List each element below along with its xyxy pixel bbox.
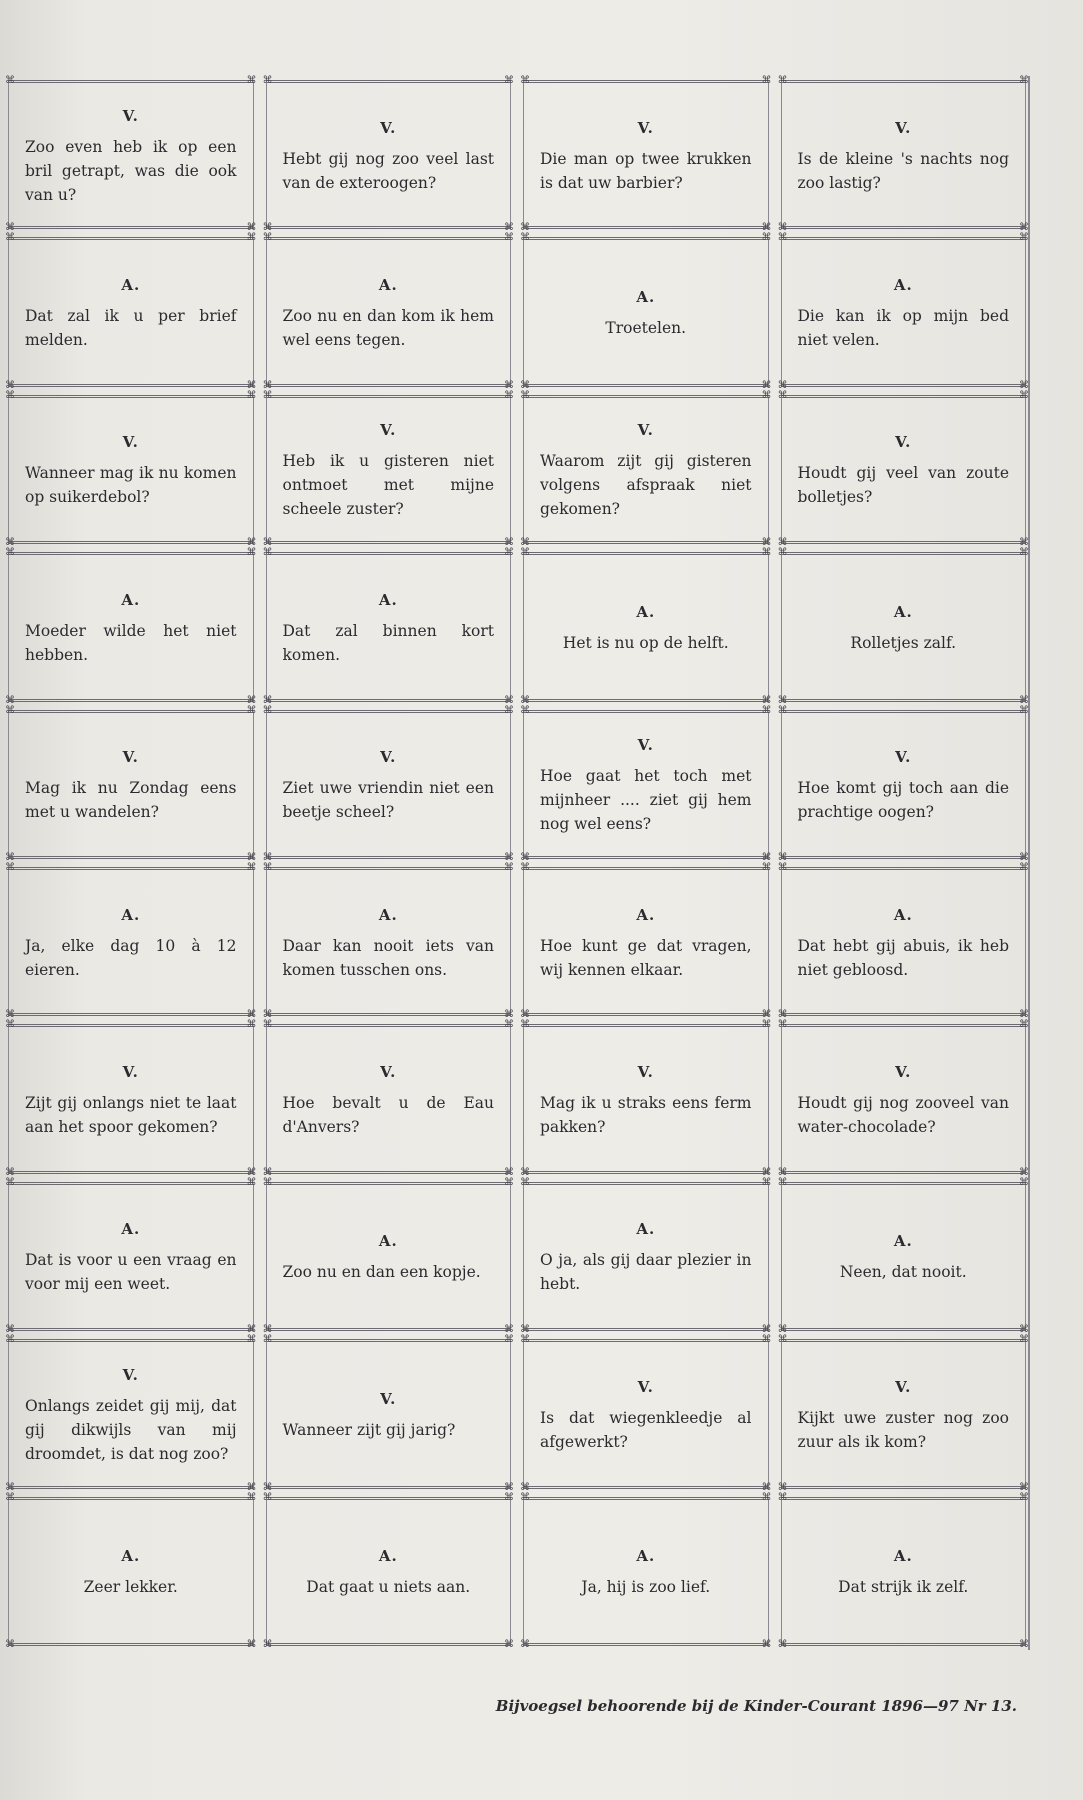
corner-ornament-icon: ⌘ bbox=[504, 1638, 514, 1650]
card-10-3 bbox=[520, 1491, 772, 1650]
corner-ornament-icon: ⌘ bbox=[246, 1324, 257, 1336]
corner-ornament-icon: ⌘ bbox=[520, 861, 530, 873]
corner-ornament-icon: ⌘ bbox=[246, 222, 257, 234]
corner-ornament-icon: ⌘ bbox=[520, 379, 530, 391]
corner-ornament-icon: ⌘ bbox=[777, 537, 788, 549]
corner-ornament-icon: ⌘ bbox=[504, 537, 514, 549]
card-letter: V. bbox=[380, 421, 397, 440]
corner-ornament-icon: ⌘ bbox=[777, 1009, 788, 1021]
corner-ornament-icon: ⌘ bbox=[246, 1019, 257, 1031]
corner-ornament-icon: ⌘ bbox=[262, 1334, 273, 1346]
card-letter: A. bbox=[636, 1547, 656, 1566]
corner-ornament-icon: ⌘ bbox=[777, 1491, 788, 1503]
card-10-1 bbox=[5, 1491, 257, 1650]
card-letter: V. bbox=[895, 1377, 912, 1396]
card-letter: V. bbox=[122, 106, 139, 125]
card-6-2 bbox=[262, 861, 514, 1021]
corner-ornament-icon: ⌘ bbox=[761, 1009, 772, 1021]
corner-ornament-icon: ⌘ bbox=[520, 704, 530, 716]
corner-ornament-icon: ⌘ bbox=[504, 1334, 514, 1346]
card-text: Is de kleine 's nachts nog zoo lastig? bbox=[797, 149, 1009, 192]
corner-ornament-icon: ⌘ bbox=[777, 379, 788, 391]
corner-ornament-icon: ⌘ bbox=[1019, 1176, 1029, 1188]
card-text: Hoe bevalt u de Eau d'Anvers? bbox=[282, 1094, 494, 1137]
card-5-4 bbox=[777, 704, 1029, 863]
card-2-1 bbox=[5, 232, 257, 391]
card-letter: A. bbox=[378, 590, 398, 609]
card-text: Hebt gij nog zoo veel last van de exteroogen? bbox=[282, 149, 494, 192]
corner-ornament-icon: ⌘ bbox=[1019, 1481, 1029, 1493]
card-4-4 bbox=[777, 547, 1029, 706]
corner-ornament-icon: ⌘ bbox=[1019, 861, 1029, 873]
corner-ornament-icon: ⌘ bbox=[1019, 1638, 1029, 1650]
card-4-2 bbox=[262, 547, 514, 706]
corner-ornament-icon: ⌘ bbox=[777, 1176, 788, 1188]
card-10-4 bbox=[777, 1491, 1029, 1650]
card-letter: A. bbox=[893, 1547, 913, 1566]
corner-ornament-icon: ⌘ bbox=[761, 851, 772, 863]
corner-ornament-icon: ⌘ bbox=[777, 861, 788, 873]
corner-ornament-icon: ⌘ bbox=[520, 232, 530, 244]
card-letter: A. bbox=[378, 1547, 398, 1566]
card-text: Troetelen. bbox=[605, 319, 687, 338]
corner-ornament-icon: ⌘ bbox=[1019, 1324, 1029, 1336]
corner-ornament-icon: ⌘ bbox=[262, 861, 273, 873]
corner-ornament-icon: ⌘ bbox=[262, 537, 273, 549]
corner-ornament-icon: ⌘ bbox=[1019, 389, 1029, 401]
card-letter: V. bbox=[637, 118, 654, 137]
card-3-3 bbox=[520, 389, 772, 549]
card-3-2 bbox=[262, 389, 514, 549]
card-text: Dat zal binnen kort komen. bbox=[282, 621, 494, 664]
corner-ornament-icon: ⌘ bbox=[777, 1324, 788, 1336]
card-letter: A. bbox=[636, 905, 656, 924]
card-letter: A. bbox=[121, 276, 141, 295]
card-text: Wanneer mag ik nu komen op suikerdebol? bbox=[25, 464, 237, 507]
corner-ornament-icon: ⌘ bbox=[504, 75, 514, 86]
card-text: Hoe kunt ge dat vragen, wij kennen elkaar. bbox=[540, 936, 752, 979]
corner-ornament-icon: ⌘ bbox=[504, 1324, 514, 1336]
corner-ornament-icon: ⌘ bbox=[777, 547, 788, 559]
card-text: Mag ik nu Zondag eens met u wandelen? bbox=[25, 779, 237, 822]
card-text: Dat is voor u een vraag en voor mij een weet. bbox=[25, 1251, 237, 1294]
card-text: Houdt gij veel van zoute bolletjes? bbox=[797, 464, 1009, 507]
corner-ornament-icon: ⌘ bbox=[262, 1638, 273, 1650]
card-5-2 bbox=[262, 704, 514, 863]
card-4-1 bbox=[5, 547, 257, 706]
corner-ornament-icon: ⌘ bbox=[1019, 232, 1029, 244]
corner-ornament-icon: ⌘ bbox=[520, 547, 530, 559]
corner-ornament-icon: ⌘ bbox=[1019, 547, 1029, 559]
corner-ornament-icon: ⌘ bbox=[246, 1009, 257, 1021]
card-text: Neen, dat nooit. bbox=[839, 1263, 967, 1282]
card-9-2 bbox=[262, 1334, 514, 1493]
corner-ornament-icon: ⌘ bbox=[777, 389, 788, 401]
corner-ornament-icon: ⌘ bbox=[262, 851, 273, 863]
card-text: Dat strijk ik zelf. bbox=[838, 1578, 969, 1597]
corner-ornament-icon: ⌘ bbox=[504, 222, 514, 234]
corner-ornament-icon: ⌘ bbox=[246, 1491, 257, 1503]
corner-ornament-icon: ⌘ bbox=[5, 1334, 15, 1346]
card-8-3 bbox=[520, 1176, 772, 1336]
corner-ornament-icon: ⌘ bbox=[5, 222, 15, 234]
card-text: Houdt gij nog zooveel van water-chocolade? bbox=[797, 1094, 1009, 1137]
card-text: Zoo nu en dan een kopje. bbox=[282, 1263, 481, 1282]
corner-ornament-icon: ⌘ bbox=[262, 232, 273, 244]
corner-ornament-icon: ⌘ bbox=[5, 1176, 15, 1188]
corner-ornament-icon: ⌘ bbox=[520, 1019, 530, 1031]
corner-ornament-icon: ⌘ bbox=[246, 537, 257, 549]
card-2-4 bbox=[777, 232, 1029, 391]
card-letter: A. bbox=[636, 1220, 656, 1239]
card-3-1 bbox=[5, 389, 257, 549]
footer-caption: Bijvoegsel behoorende bij de Kinder-Courant 1896—97 Nr 13. bbox=[495, 1697, 1017, 1715]
corner-ornament-icon: ⌘ bbox=[1019, 1009, 1029, 1021]
corner-ornament-icon: ⌘ bbox=[504, 547, 514, 559]
corner-ornament-icon: ⌘ bbox=[761, 75, 772, 86]
card-7-2 bbox=[262, 1019, 514, 1178]
corner-ornament-icon: ⌘ bbox=[761, 1481, 772, 1493]
corner-ornament-icon: ⌘ bbox=[504, 1019, 514, 1031]
card-8-2 bbox=[262, 1176, 514, 1336]
card-letter: V. bbox=[895, 118, 912, 137]
corner-ornament-icon: ⌘ bbox=[5, 389, 15, 401]
corner-ornament-icon: ⌘ bbox=[262, 1166, 273, 1178]
corner-ornament-icon: ⌘ bbox=[246, 851, 257, 863]
card-7-3 bbox=[520, 1019, 772, 1178]
card-letter: A. bbox=[121, 1547, 141, 1566]
corner-ornament-icon: ⌘ bbox=[520, 1176, 530, 1188]
corner-ornament-icon: ⌘ bbox=[504, 704, 514, 716]
corner-ornament-icon: ⌘ bbox=[777, 694, 788, 706]
corner-ornament-icon: ⌘ bbox=[761, 704, 772, 716]
card-letter: A. bbox=[893, 905, 913, 924]
card-letter: A. bbox=[121, 1220, 141, 1239]
card-text: Kijkt uwe zuster nog zoo zuur als ik kom? bbox=[797, 1408, 1009, 1451]
corner-ornament-icon: ⌘ bbox=[246, 547, 257, 559]
card-text: Het is nu op de helft. bbox=[562, 633, 729, 652]
corner-ornament-icon: ⌘ bbox=[5, 851, 15, 863]
card-letter: V. bbox=[895, 748, 912, 767]
corner-ornament-icon: ⌘ bbox=[5, 1166, 15, 1178]
card-letter: A. bbox=[378, 1232, 398, 1251]
card-1-3 bbox=[520, 75, 772, 234]
corner-ornament-icon: ⌘ bbox=[5, 1491, 15, 1503]
corner-ornament-icon: ⌘ bbox=[262, 75, 273, 86]
corner-ornament-icon: ⌘ bbox=[1019, 1019, 1029, 1031]
corner-ornament-icon: ⌘ bbox=[777, 75, 788, 86]
card-7-1 bbox=[5, 1019, 257, 1178]
corner-ornament-icon: ⌘ bbox=[5, 1019, 15, 1031]
card-text: Die kan ik op mijn bed niet velen. bbox=[797, 307, 1009, 350]
card-text: Mag ik u straks eens ferm pakken? bbox=[540, 1094, 752, 1137]
corner-ornament-icon: ⌘ bbox=[1019, 694, 1029, 706]
corner-ornament-icon: ⌘ bbox=[1019, 704, 1029, 716]
corner-ornament-icon: ⌘ bbox=[246, 1638, 257, 1650]
card-5-3 bbox=[520, 704, 772, 863]
corner-ornament-icon: ⌘ bbox=[520, 1324, 530, 1336]
card-letter: V. bbox=[637, 421, 654, 440]
corner-ornament-icon: ⌘ bbox=[520, 1638, 530, 1650]
corner-ornament-icon: ⌘ bbox=[262, 694, 273, 706]
card-letter: V. bbox=[380, 118, 397, 137]
corner-ornament-icon: ⌘ bbox=[246, 694, 257, 706]
card-1-1 bbox=[5, 75, 257, 234]
corner-ornament-icon: ⌘ bbox=[5, 1638, 15, 1650]
corner-ornament-icon: ⌘ bbox=[761, 1491, 772, 1503]
corner-ornament-icon: ⌘ bbox=[5, 704, 15, 716]
card-7-4 bbox=[777, 1019, 1029, 1178]
corner-ornament-icon: ⌘ bbox=[520, 222, 530, 234]
corner-ornament-icon: ⌘ bbox=[761, 1019, 772, 1031]
corner-ornament-icon: ⌘ bbox=[5, 232, 15, 244]
card-letter: V. bbox=[637, 1063, 654, 1082]
corner-ornament-icon: ⌘ bbox=[1019, 1334, 1029, 1346]
card-text: Zoo nu en dan kom ik hem wel eens tegen. bbox=[282, 307, 494, 350]
corner-ornament-icon: ⌘ bbox=[761, 1166, 772, 1178]
corner-ornament-icon: ⌘ bbox=[246, 704, 257, 716]
corner-ornament-icon: ⌘ bbox=[5, 379, 15, 391]
corner-ornament-icon: ⌘ bbox=[504, 1481, 514, 1493]
corner-ornament-icon: ⌘ bbox=[246, 232, 257, 244]
corner-ornament-icon: ⌘ bbox=[761, 537, 772, 549]
card-text: Ja, elke dag 10 à 12 eieren. bbox=[25, 936, 237, 979]
corner-ornament-icon: ⌘ bbox=[5, 1481, 15, 1493]
corner-ornament-icon: ⌘ bbox=[777, 851, 788, 863]
corner-ornament-icon: ⌘ bbox=[5, 694, 15, 706]
card-5-1 bbox=[5, 704, 257, 863]
card-letter: V. bbox=[122, 1365, 139, 1384]
corner-ornament-icon: ⌘ bbox=[777, 1334, 788, 1346]
card-1-4 bbox=[777, 75, 1029, 234]
corner-ornament-icon: ⌘ bbox=[262, 1176, 273, 1188]
corner-ornament-icon: ⌘ bbox=[1019, 222, 1029, 234]
corner-ornament-icon: ⌘ bbox=[5, 1009, 15, 1021]
corner-ornament-icon: ⌘ bbox=[761, 861, 772, 873]
corner-ornament-icon: ⌘ bbox=[5, 75, 15, 86]
corner-ornament-icon: ⌘ bbox=[761, 232, 772, 244]
card-9-1 bbox=[5, 1334, 257, 1493]
card-grid bbox=[6, 76, 1030, 1650]
corner-ornament-icon: ⌘ bbox=[246, 1166, 257, 1178]
corner-ornament-icon: ⌘ bbox=[777, 1166, 788, 1178]
card-letter: A. bbox=[893, 602, 913, 621]
corner-ornament-icon: ⌘ bbox=[262, 1491, 273, 1503]
corner-ornament-icon: ⌘ bbox=[761, 694, 772, 706]
card-1-2 bbox=[262, 75, 514, 234]
corner-ornament-icon: ⌘ bbox=[5, 537, 15, 549]
corner-ornament-icon: ⌘ bbox=[520, 694, 530, 706]
corner-ornament-icon: ⌘ bbox=[262, 1019, 273, 1031]
corner-ornament-icon: ⌘ bbox=[262, 379, 273, 391]
card-9-3 bbox=[520, 1334, 772, 1493]
corner-ornament-icon: ⌘ bbox=[262, 222, 273, 234]
corner-ornament-icon: ⌘ bbox=[246, 75, 257, 86]
corner-ornament-icon: ⌘ bbox=[5, 547, 15, 559]
card-6-1 bbox=[5, 861, 257, 1021]
corner-ornament-icon: ⌘ bbox=[520, 1481, 530, 1493]
corner-ornament-icon: ⌘ bbox=[777, 232, 788, 244]
card-letter: A. bbox=[636, 288, 656, 307]
card-text: Ja, hij is zoo lief. bbox=[581, 1578, 711, 1597]
card-text: Hoe komt gij toch aan die prachtige oogen? bbox=[797, 779, 1009, 822]
corner-ornament-icon: ⌘ bbox=[504, 861, 514, 873]
card-text: Zijt gij onlangs niet te laat aan het spoor gekomen? bbox=[25, 1094, 237, 1137]
corner-ornament-icon: ⌘ bbox=[761, 379, 772, 391]
corner-ornament-icon: ⌘ bbox=[504, 232, 514, 244]
corner-ornament-icon: ⌘ bbox=[520, 1334, 530, 1346]
corner-ornament-icon: ⌘ bbox=[520, 1009, 530, 1021]
corner-ornament-icon: ⌘ bbox=[777, 704, 788, 716]
corner-ornament-icon: ⌘ bbox=[761, 389, 772, 401]
card-letter: V. bbox=[380, 1389, 397, 1408]
corner-ornament-icon: ⌘ bbox=[777, 1638, 788, 1650]
corner-ornament-icon: ⌘ bbox=[761, 1176, 772, 1188]
card-letter: V. bbox=[637, 1377, 654, 1396]
corner-ornament-icon: ⌘ bbox=[246, 1334, 257, 1346]
card-letter: A. bbox=[121, 905, 141, 924]
corner-ornament-icon: ⌘ bbox=[504, 379, 514, 391]
card-4-3 bbox=[520, 547, 772, 706]
card-letter: A. bbox=[121, 590, 141, 609]
card-text: Moeder wilde het niet hebben. bbox=[25, 621, 237, 664]
card-2-3 bbox=[520, 232, 772, 391]
corner-ornament-icon: ⌘ bbox=[761, 1638, 772, 1650]
corner-ornament-icon: ⌘ bbox=[761, 1334, 772, 1346]
corner-ornament-icon: ⌘ bbox=[504, 1176, 514, 1188]
corner-ornament-icon: ⌘ bbox=[246, 1481, 257, 1493]
corner-ornament-icon: ⌘ bbox=[777, 1019, 788, 1031]
card-text: Wanneer zijt gij jarig? bbox=[282, 1420, 456, 1439]
corner-ornament-icon: ⌘ bbox=[520, 1166, 530, 1178]
card-text: Rolletjes zalf. bbox=[850, 633, 957, 652]
corner-ornament-icon: ⌘ bbox=[520, 1491, 530, 1503]
corner-ornament-icon: ⌘ bbox=[1019, 537, 1029, 549]
card-letter: V. bbox=[895, 433, 912, 452]
corner-ornament-icon: ⌘ bbox=[246, 389, 257, 401]
card-8-4 bbox=[777, 1176, 1029, 1336]
card-text: Dat gaat u niets aan. bbox=[306, 1578, 471, 1597]
card-text: Waarom zijt gij gisteren volgens afspraak niet gekomen? bbox=[540, 452, 752, 519]
corner-ornament-icon: ⌘ bbox=[246, 861, 257, 873]
corner-ornament-icon: ⌘ bbox=[761, 222, 772, 234]
card-text: O ja, als gij daar plezier in hebt. bbox=[540, 1251, 752, 1294]
corner-ornament-icon: ⌘ bbox=[246, 379, 257, 391]
card-letter: V. bbox=[122, 748, 139, 767]
corner-ornament-icon: ⌘ bbox=[504, 1009, 514, 1021]
corner-ornament-icon: ⌘ bbox=[504, 694, 514, 706]
corner-ornament-icon: ⌘ bbox=[5, 861, 15, 873]
card-text: Hoe gaat het toch met mijnheer .... ziet gij hem nog wel eens? bbox=[540, 767, 752, 834]
corner-ornament-icon: ⌘ bbox=[1019, 1166, 1029, 1178]
corner-ornament-icon: ⌘ bbox=[246, 1176, 257, 1188]
card-text: Dat hebt gij abuis, ik heb niet gebloosd. bbox=[797, 936, 1009, 979]
card-6-3 bbox=[520, 861, 772, 1021]
corner-ornament-icon: ⌘ bbox=[262, 389, 273, 401]
corner-ornament-icon: ⌘ bbox=[504, 1491, 514, 1503]
corner-ornament-icon: ⌘ bbox=[1019, 851, 1029, 863]
card-letter: A. bbox=[378, 905, 398, 924]
card-2-2 bbox=[262, 232, 514, 391]
card-text: Ziet uwe vriendin niet een beetje scheel? bbox=[282, 779, 494, 822]
card-letter: A. bbox=[636, 602, 656, 621]
corner-ornament-icon: ⌘ bbox=[262, 1324, 273, 1336]
card-letter: V. bbox=[637, 736, 654, 755]
card-text: Onlangs zeidet gij mij, dat gij dikwijls van mij droomdet, is dat nog zoo? bbox=[25, 1396, 237, 1463]
corner-ornament-icon: ⌘ bbox=[777, 222, 788, 234]
card-text: Heb ik u gisteren niet ontmoet met mijne scheele zuster? bbox=[282, 452, 494, 519]
card-text: Zoo even heb ik op een bril getrapt, was die ook van u? bbox=[25, 137, 237, 204]
corner-ornament-icon: ⌘ bbox=[504, 851, 514, 863]
corner-ornament-icon: ⌘ bbox=[520, 75, 530, 86]
card-text: Zeer lekker. bbox=[83, 1578, 178, 1597]
corner-ornament-icon: ⌘ bbox=[504, 389, 514, 401]
corner-ornament-icon: ⌘ bbox=[262, 1481, 273, 1493]
corner-ornament-icon: ⌘ bbox=[761, 1324, 772, 1336]
card-9-4 bbox=[777, 1334, 1029, 1493]
card-letter: V. bbox=[122, 433, 139, 452]
corner-ornament-icon: ⌘ bbox=[777, 1481, 788, 1493]
card-text: Is dat wiegenkleedje al afgewerkt? bbox=[540, 1408, 752, 1451]
card-text: Die man op twee krukken is dat uw barbier? bbox=[540, 149, 752, 192]
card-6-4 bbox=[777, 861, 1029, 1021]
corner-ornament-icon: ⌘ bbox=[262, 1009, 273, 1021]
corner-ornament-icon: ⌘ bbox=[520, 389, 530, 401]
corner-ornament-icon: ⌘ bbox=[1019, 1491, 1029, 1503]
card-10-2 bbox=[262, 1491, 514, 1650]
card-8-1 bbox=[5, 1176, 257, 1336]
corner-ornament-icon: ⌘ bbox=[504, 1166, 514, 1178]
card-text: Daar kan nooit iets van komen tusschen ons. bbox=[282, 936, 494, 979]
corner-ornament-icon: ⌘ bbox=[1019, 379, 1029, 391]
card-letter: V. bbox=[380, 748, 397, 767]
corner-ornament-icon: ⌘ bbox=[5, 1324, 15, 1336]
corner-ornament-icon: ⌘ bbox=[761, 547, 772, 559]
card-letter: V. bbox=[895, 1063, 912, 1082]
corner-ornament-icon: ⌘ bbox=[262, 547, 273, 559]
card-letter: V. bbox=[122, 1063, 139, 1082]
card-text: Dat zal ik u per brief melden. bbox=[25, 307, 237, 350]
card-letter: V. bbox=[380, 1063, 397, 1082]
card-3-4 bbox=[777, 389, 1029, 549]
corner-ornament-icon: ⌘ bbox=[262, 704, 273, 716]
card-letter: A. bbox=[378, 276, 398, 295]
corner-ornament-icon: ⌘ bbox=[1019, 75, 1029, 86]
corner-ornament-icon: ⌘ bbox=[520, 851, 530, 863]
card-letter: A. bbox=[893, 1232, 913, 1251]
card-letter: A. bbox=[893, 276, 913, 295]
corner-ornament-icon: ⌘ bbox=[520, 537, 530, 549]
